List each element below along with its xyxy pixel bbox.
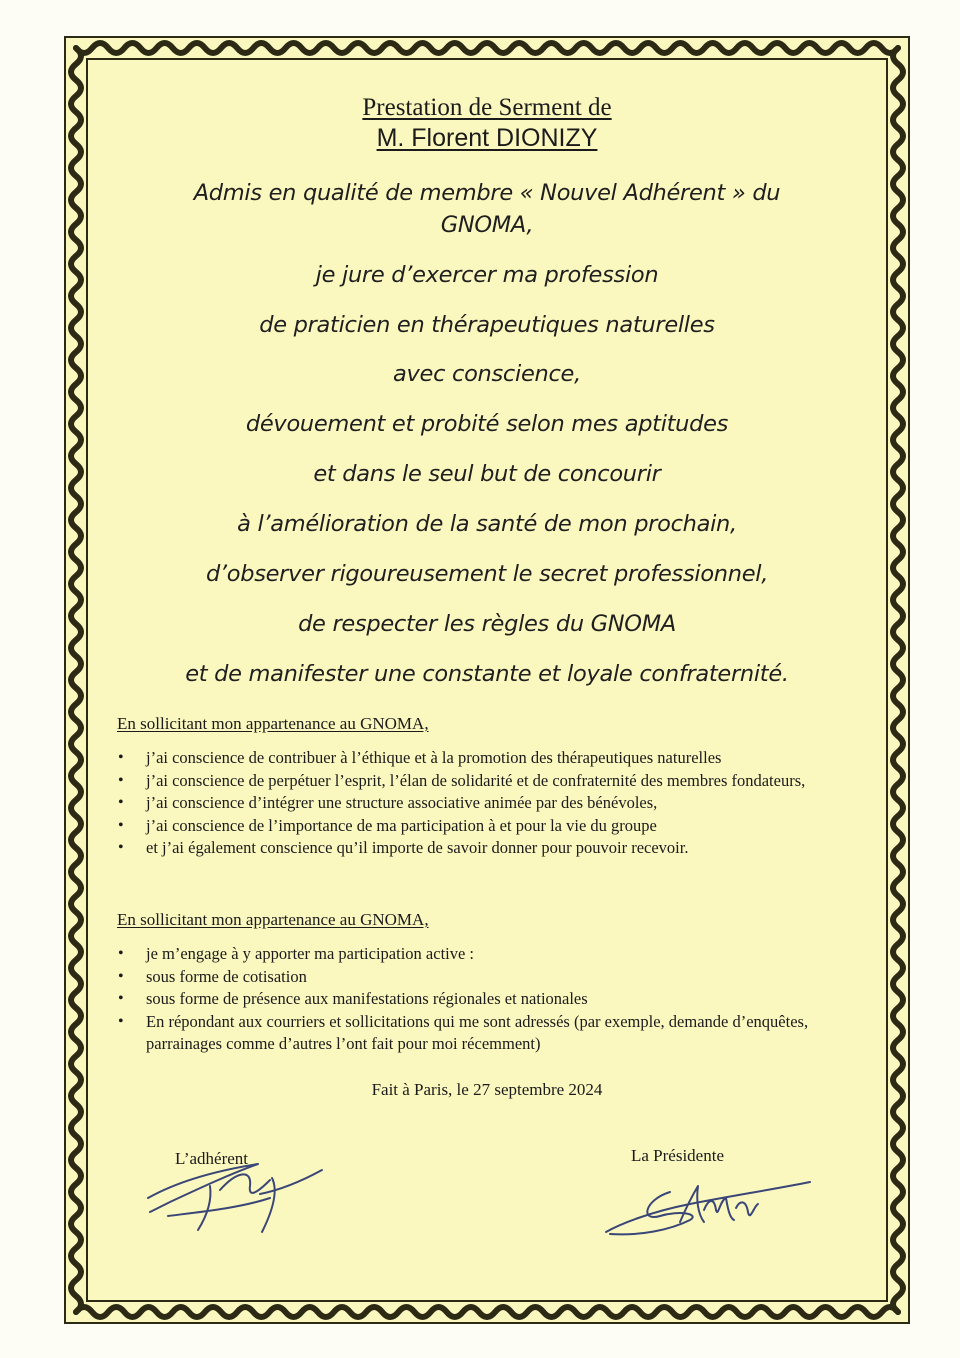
list-item: • sous forme de cotisation (112, 966, 872, 989)
oath-line: je jure d’exercer ma profession (315, 262, 659, 288)
oath-line: avec conscience, (393, 361, 581, 387)
president-signature-label: La Présidente (631, 1146, 724, 1165)
oath-line: Admis en qualité de membre « Nouvel Adhérent » du (193, 180, 781, 206)
commitment-list (112, 943, 872, 1056)
member-signature-label: L’adhérent (175, 1149, 249, 1168)
oath-line: de respecter les règles du GNOMA (298, 611, 676, 637)
list-item: • j’ai conscience de contribuer à l’éthique et à la promotion des thérapeutiques naturelles (112, 747, 872, 770)
list-item: • je m’engage à y apporter ma participation active : (112, 943, 872, 966)
list-item: • j’ai conscience d’intégrer une structure associative animée par des bénévoles, (112, 792, 872, 815)
member-signature (140, 1150, 340, 1240)
oath-line: et de manifester une constante et loyale confraternité. (185, 661, 789, 687)
oath-line: dévouement et probité selon mes aptitudes (245, 411, 729, 437)
oath-line: à l’amélioration de la santé de mon prochain, (237, 511, 737, 537)
section-heading-commitment: En sollicitant mon appartenance au GNOMA, (117, 910, 429, 929)
list-item: • sous forme de présence aux manifestations régionales et nationales (112, 988, 872, 1011)
oath-line: GNOMA, (440, 212, 534, 238)
list-item: • et j’ai également conscience qu’il importe de savoir donner pour pouvoir recevoir. (112, 837, 872, 860)
oath-line: d’observer rigoureusement le secret professionnel, (205, 561, 769, 587)
member-name-title: M. Florent DIONIZY (376, 124, 598, 152)
awareness-list (112, 747, 872, 860)
list-item: • En répondant aux courriers et sollicitations qui me sont adressés (par exemple, demande d’enquêtes, parrainages comme d’autres l’ont fait pour moi récemment) (112, 1011, 872, 1056)
title-line-1: Prestation de Serment de (362, 94, 612, 121)
list-item: • j’ai conscience de perpétuer l’esprit, l’élan de solidarité et de confraternité des membres fondateurs, (112, 770, 872, 793)
oath-line: de praticien en thérapeutiques naturelles (259, 312, 715, 338)
place-and-date: Fait à Paris, le 27 septembre 2024 (371, 1080, 603, 1099)
section-heading-awareness: En sollicitant mon appartenance au GNOMA, (117, 714, 429, 733)
border-wave-segment (76, 43, 898, 53)
border-wave-segment (76, 1307, 898, 1317)
oath-line: et dans le seul but de concourir (313, 461, 661, 487)
president-signature (600, 1170, 820, 1250)
list-item: • j’ai conscience de l’importance de ma participation à et pour la vie du groupe (112, 815, 872, 838)
